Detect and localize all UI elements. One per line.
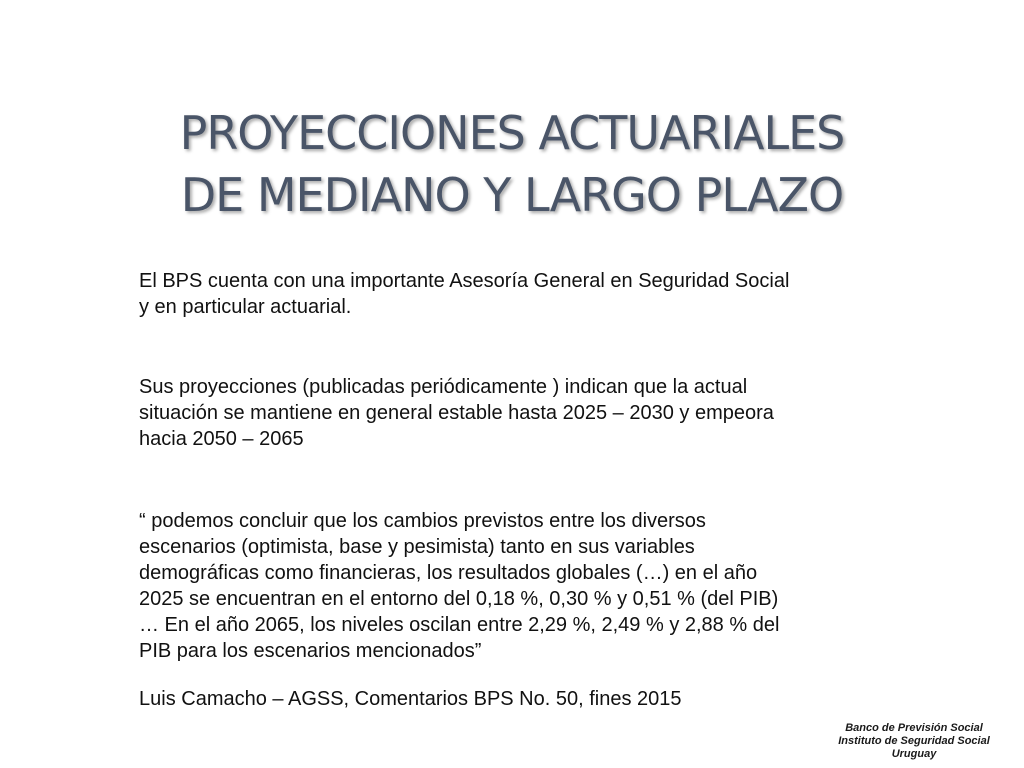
logo-line-2: Instituto de Seguridad Social <box>838 735 990 747</box>
paragraph-line: PIB para los escenarios mencionados” <box>139 640 482 662</box>
slide-title <box>60 102 964 226</box>
paragraph-line: y en particular actuarial. <box>139 296 352 318</box>
paragraph-line: hacia 2050 – 2065 <box>139 428 304 450</box>
paragraph-projections <box>139 374 899 452</box>
paragraph-line: situación se mantiene en general estable hasta 2025 – 2030 y empeora <box>139 402 774 424</box>
paragraph-line: Sus proyecciones (publicadas periódicamente ) indican que la actual <box>139 376 748 398</box>
paragraph-bps-advisory <box>139 268 899 320</box>
paragraph-line: demográficas como financieras, los resultados globales (…) en el año <box>139 562 758 584</box>
paragraph-line: escenarios (optimista, base y pesimista) tanto en sus variables <box>139 536 695 558</box>
paragraph-line: 2025 se encuentran en el entorno del 0,18 %, 0,30 % y 0,51 % (del PIB) <box>139 588 779 610</box>
paragraph-line: “ podemos concluir que los cambios previstos entre los diversos <box>139 510 706 532</box>
paragraph-line: … En el año 2065, los niveles oscilan entre 2,29 %, 2,49 % y 2,88 % del <box>139 614 780 636</box>
slide-title-line-2: DE MEDIANO Y LARGO PLAZO <box>180 168 844 222</box>
paragraph-line: Luis Camacho – AGSS, Comentarios BPS No. 50, fines 2015 <box>139 688 682 710</box>
paragraph-citation <box>139 686 899 712</box>
logo-line-3: Uruguay <box>891 748 937 760</box>
paragraph-quote <box>139 508 899 664</box>
bps-logo-text <box>814 722 1014 761</box>
slide-title-line-1: PROYECCIONES ACTUARIALES <box>179 106 845 160</box>
logo-line-1: Banco de Previsión Social <box>845 722 983 734</box>
paragraph-line: El BPS cuenta con una importante Asesoría General en Seguridad Social <box>139 270 790 292</box>
